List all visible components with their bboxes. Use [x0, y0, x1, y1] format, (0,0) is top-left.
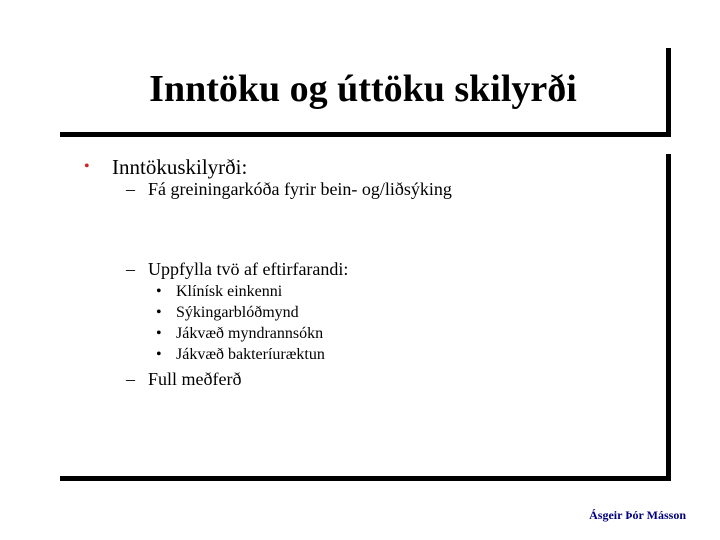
bullet-icon: •: [156, 346, 162, 363]
bullet-icon: •: [156, 304, 162, 321]
dash-icon: –: [126, 369, 135, 389]
dash-icon: –: [126, 259, 135, 279]
sub-sub-item-text: Jákvæð myndrannsókn: [176, 325, 324, 342]
bullet-icon: •: [156, 325, 162, 342]
sub-sub-item-text: Klínísk einkenni: [176, 283, 283, 300]
sub-item-text: Fá greiningarkóða fyrir bein- og/liðsýking: [148, 179, 452, 199]
sub-item-text: Uppfylla tvö af eftirfarandi:: [148, 259, 349, 279]
title-box: [60, 48, 671, 137]
bullet-icon: •: [84, 158, 90, 175]
bullet-icon: •: [156, 283, 162, 300]
dash-icon: –: [126, 179, 135, 199]
bullet-text: Inntökuskilyrði:: [112, 155, 248, 179]
author-footer: Ásgeir Þór Másson: [589, 508, 686, 522]
sub-item-text: Full meðferð: [148, 369, 242, 389]
content-box: [60, 154, 671, 481]
slide-title: Inntöku og úttöku skilyrði: [149, 68, 577, 110]
sub-sub-item-text: Sýkingarblóðmynd: [176, 304, 299, 321]
sub-sub-item-text: Jákvæð bakteríuræktun: [176, 346, 325, 363]
